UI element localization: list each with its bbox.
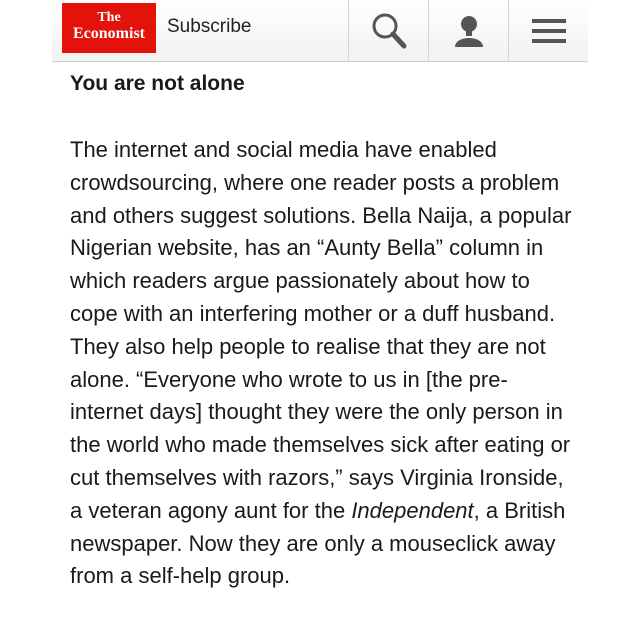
economist-logo[interactable] bbox=[62, 3, 156, 53]
article-subheading: You are not alone bbox=[70, 72, 245, 95]
article-paragraph bbox=[70, 134, 580, 593]
search-icon bbox=[369, 11, 409, 51]
search-button[interactable] bbox=[348, 0, 428, 61]
newspaper-name: Independent bbox=[351, 497, 474, 523]
account-button[interactable] bbox=[428, 0, 508, 61]
paragraph-text-part1: The internet and social media have enabled crowdsourcing, where one reader posts a problem and others suggest solutions. Bella Naija, a popular Nigerian website, has an “Aunty Bella” column in which readers argue passionately about how to cope with an interfering mother or a duff husband. They also help people to realise that they are not alone. “Everyone who wrote to us in [the pre-internet days] thought they were the only person in the world who made themselves sick after eating or cut themselves with razors,” says Virginia Ironside, a veteran agony aunt for the bbox=[70, 137, 572, 523]
menu-button[interactable] bbox=[508, 0, 588, 61]
top-header-bar bbox=[52, 0, 588, 62]
article-content bbox=[70, 70, 580, 593]
paragraph-text-part2: , a British newspaper. Now they are only a mouseclick away from a self-help group. bbox=[70, 497, 566, 589]
subscribe-link[interactable]: Subscribe bbox=[167, 16, 252, 37]
user-icon bbox=[451, 13, 487, 49]
logo-text-line1: The bbox=[97, 10, 121, 25]
menu-icon bbox=[531, 16, 567, 46]
logo-text-line2: Economist bbox=[73, 25, 145, 42]
